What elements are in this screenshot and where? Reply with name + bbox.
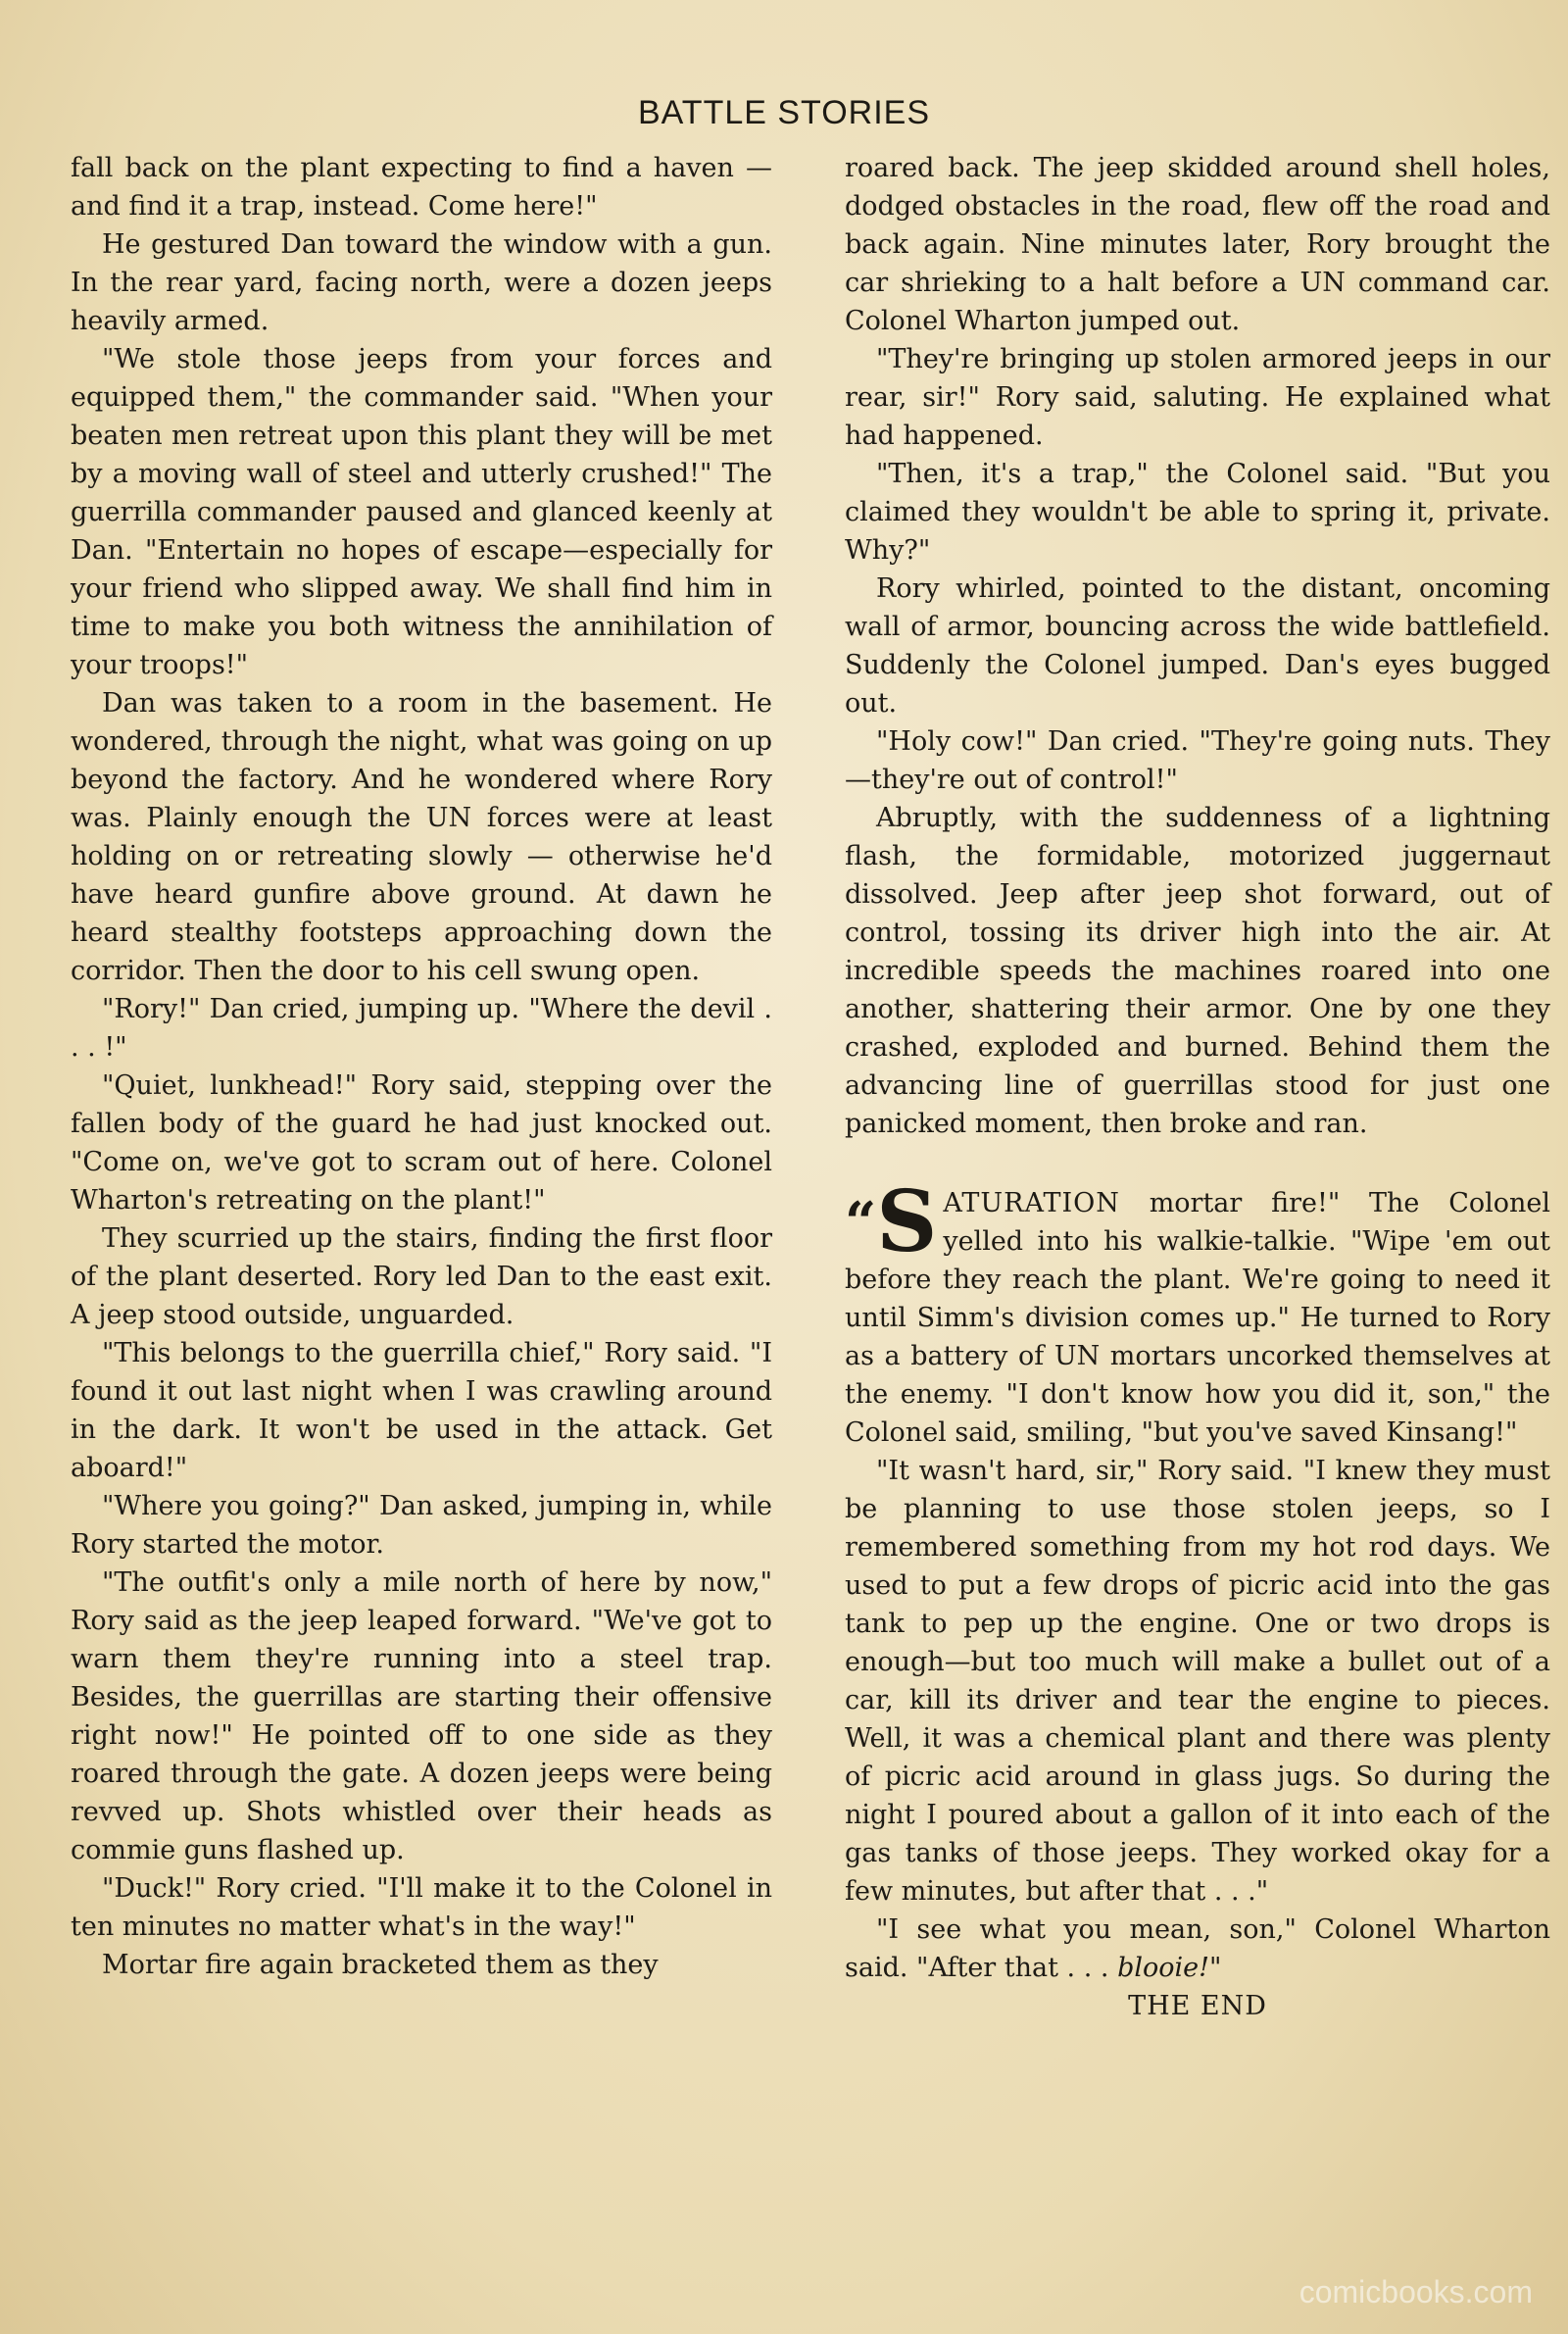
- paragraph: Mortar fire again bracketed them as they: [102, 1950, 659, 1980]
- paragraph: "Where you going?" Dan asked, jumping in, while Rory started the motor.: [71, 1491, 772, 1560]
- paragraph: "They're bringing up stolen armored jeeps in our rear, sir!" Rory said, saluting. He explained what had happened.: [845, 344, 1550, 451]
- paragraph: Abruptly, with the suddenness of a lightning flash, the formidable, motorized juggernaut dissolved. Jeep after jeep shot forward, out of control, tossing its driver high into the air. At incredible speeds the machines roared into one another, shattering their armor. One by one they crashed, exploded and burned. Behind them the advancing line of guerrillas stood for just one panicked moment, then broke and ran.: [845, 803, 1550, 1139]
- paragraph: "Holy cow!" Dan cried. "They're going nuts. They—they're out of control!": [845, 726, 1550, 795]
- paragraph: "This belongs to the guerrilla chief," Rory said. "I found it out last night when I was crawling around in the dark. It won't be used in the attack. Get aboard!": [71, 1338, 772, 1483]
- section-break: [845, 1143, 1550, 1184]
- dropcap-paragraph: [845, 1172, 1550, 1452]
- right-column: [845, 149, 1550, 2025]
- paragraph: Rory whirled, pointed to the distant, oncoming wall of armor, bouncing across the wide battlefield. Suddenly the Colonel jumped. Dan's eyes bugged out.: [845, 573, 1550, 719]
- paragraph: They scurried up the stairs, finding the first floor of the plant deserted. Rory led Dan to the east exit. A jeep stood outside, unguarded.: [71, 1223, 772, 1330]
- paragraph: fall back on the plant expecting to find a haven —and find it a trap, instead. Come here!": [71, 153, 772, 222]
- watermark: comicbooks.com: [1298, 2274, 1533, 2309]
- paragraph: "We stole those jeeps from your forces and equipped them," the commander said. "When your beaten men retreat upon this plant they will be met by a moving wall of steel and utterly crushed!" The guerrilla commander paused and glanced keenly at Dan. "Entertain no hopes of escape—especially for your friend who slipped away. We shall find him in time to make you both witness the annihilation of your troops!": [71, 344, 772, 680]
- paragraph: "Then, it's a trap," the Colonel said. "But you claimed they wouldn't be able to spring it, private. Why?": [845, 459, 1550, 566]
- paragraph: "The outfit's only a mile north of here by now," Rory said as the jeep leaped forward. "We've got to warn them they're running into a steel trap. Besides, the guerrillas are starting their offensive right now!" He pointed off to one side as they roared through the gate. A dozen jeeps were being revved up. Shots whistled over their heads as commie guns flashed up.: [71, 1567, 772, 1865]
- drop-cap: “S: [845, 1172, 938, 1271]
- left-column: [71, 149, 772, 1984]
- paragraph: "It wasn't hard, sir," Rory said. "I knew they must be planning to use those stolen jeeps, so I remembered something from my hot rod days. We used to put a few drops of picric acid into the gas tank to pep up the engine. One or two drops is enough—but too much will make a bullet out of a car, kill its driver and tear the engine to pieces. Well, it was a chemical plant and there was plenty of picric acid around in glass jugs. So during the night I poured about a gallon of it into each of the gas tanks of those jeeps. They worked okay for a few minutes, but after that . . .": [845, 1456, 1550, 1907]
- paragraph: "I see what you mean, son," Colonel Wharton said. "After that . . . blooie!": [845, 1914, 1550, 1983]
- the-end: THE END: [1128, 1991, 1267, 2021]
- italic-text: blooie!": [1117, 1953, 1222, 1983]
- paragraph: roared back. The jeep skidded around shell holes, dodged obstacles in the road, flew off the road and back again. Nine minutes later, Rory brought the car shrieking to a halt before a UN command car. Colonel Wharton jumped out.: [845, 153, 1550, 336]
- paragraph: "Quiet, lunkhead!" Rory said, stepping over the fallen body of the guard he had just knocked out. "Come on, we've got to scram out of here. Colonel Wharton's retreating on the plant!": [71, 1070, 772, 1216]
- page-header: BATTLE STORIES: [637, 94, 931, 131]
- paragraph: Dan was taken to a room in the basement. He wondered, through the night, what was going on up beyond the factory. And he wondered where Rory was. Plainly enough the UN forces were at least holding on or retreating slowly — otherwise he'd have heard gunfire above ground. At dawn he heard stealthy footsteps approaching down the corridor. Then the door to his cell swung open.: [71, 688, 772, 986]
- paragraph: "Rory!" Dan cried, jumping up. "Where the devil . . . !": [71, 994, 772, 1063]
- lead-word: ATURATION: [943, 1188, 1120, 1218]
- paragraph: He gestured Dan toward the window with a gun. In the rear yard, facing north, were a dozen jeeps heavily armed.: [71, 229, 772, 336]
- paragraph-text: mortar fire!" The Colonel yelled into his walkie-talkie. "Wipe 'em out before they reach the plant. We're going to need it until Simm's division comes up." He turned to Rory as a battery of UN mortars uncorked themselves at the enemy. "I don't know how you did it, son," the Colonel said, smiling, "but you've saved Kinsang!": [845, 1188, 1550, 1448]
- paragraph: "Duck!" Rory cried. "I'll make it to the Colonel in ten minutes no matter what's in the way!": [71, 1873, 772, 1942]
